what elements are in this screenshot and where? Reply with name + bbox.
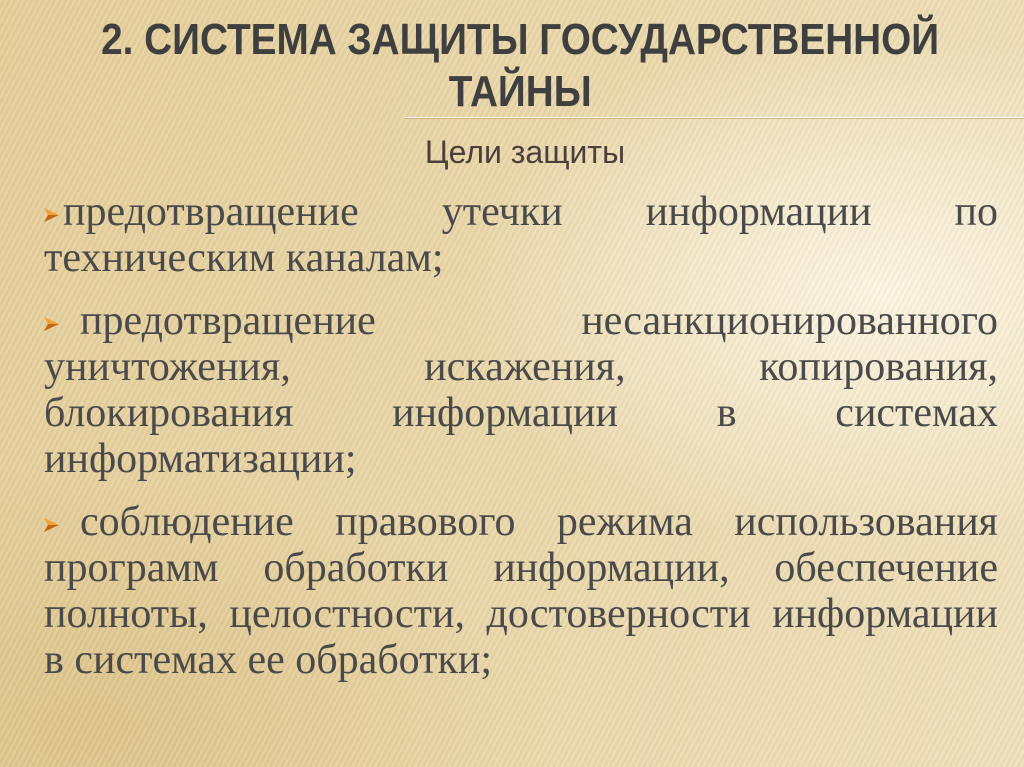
bullet-line: полноты, целостности, достоверности информации: [44, 591, 998, 637]
bullet-line: информатизации;: [44, 436, 357, 482]
bullet-line: в системах ее обработки;: [44, 637, 493, 683]
bullet-line: техническим каналам;: [44, 235, 444, 281]
slide-title-line: [16, 14, 1024, 66]
orange-arrowhead-icon: [44, 298, 80, 344]
bullet-list: [44, 189, 998, 700]
slide-title: [16, 14, 1024, 118]
bullet-line: предотвращение утечки информации по: [63, 189, 998, 235]
title-divider: [405, 117, 1024, 119]
bullet-first-row: [44, 298, 998, 344]
bullet-item: [44, 189, 998, 281]
orange-arrowhead-icon: [44, 499, 80, 545]
bullet-item: [44, 298, 998, 482]
bullet-line: уничтожения, искажения, копирования,: [44, 344, 998, 390]
bullet-item: [44, 499, 998, 683]
orange-arrowhead-icon: [44, 189, 63, 235]
slide-title-line: [16, 66, 1024, 118]
bullet-line: предотвращение несанкционированного: [80, 298, 998, 344]
slide-title-text: ТАЙНЫ: [448, 67, 592, 116]
bullet-line: соблюдение правового режима использования: [80, 499, 998, 545]
slide-title-text: 2. СИСТЕМА ЗАЩИТЫ ГОСУДАРСТВЕННОЙ: [101, 15, 939, 64]
bullet-first-row: [44, 189, 998, 235]
slide-subtitle: Цели защиты: [424, 134, 626, 170]
bullet-line: программ обработки информации, обеспечение: [44, 545, 998, 591]
bullet-line: блокирования информации в системах: [44, 390, 998, 436]
bullet-first-row: [44, 499, 998, 545]
